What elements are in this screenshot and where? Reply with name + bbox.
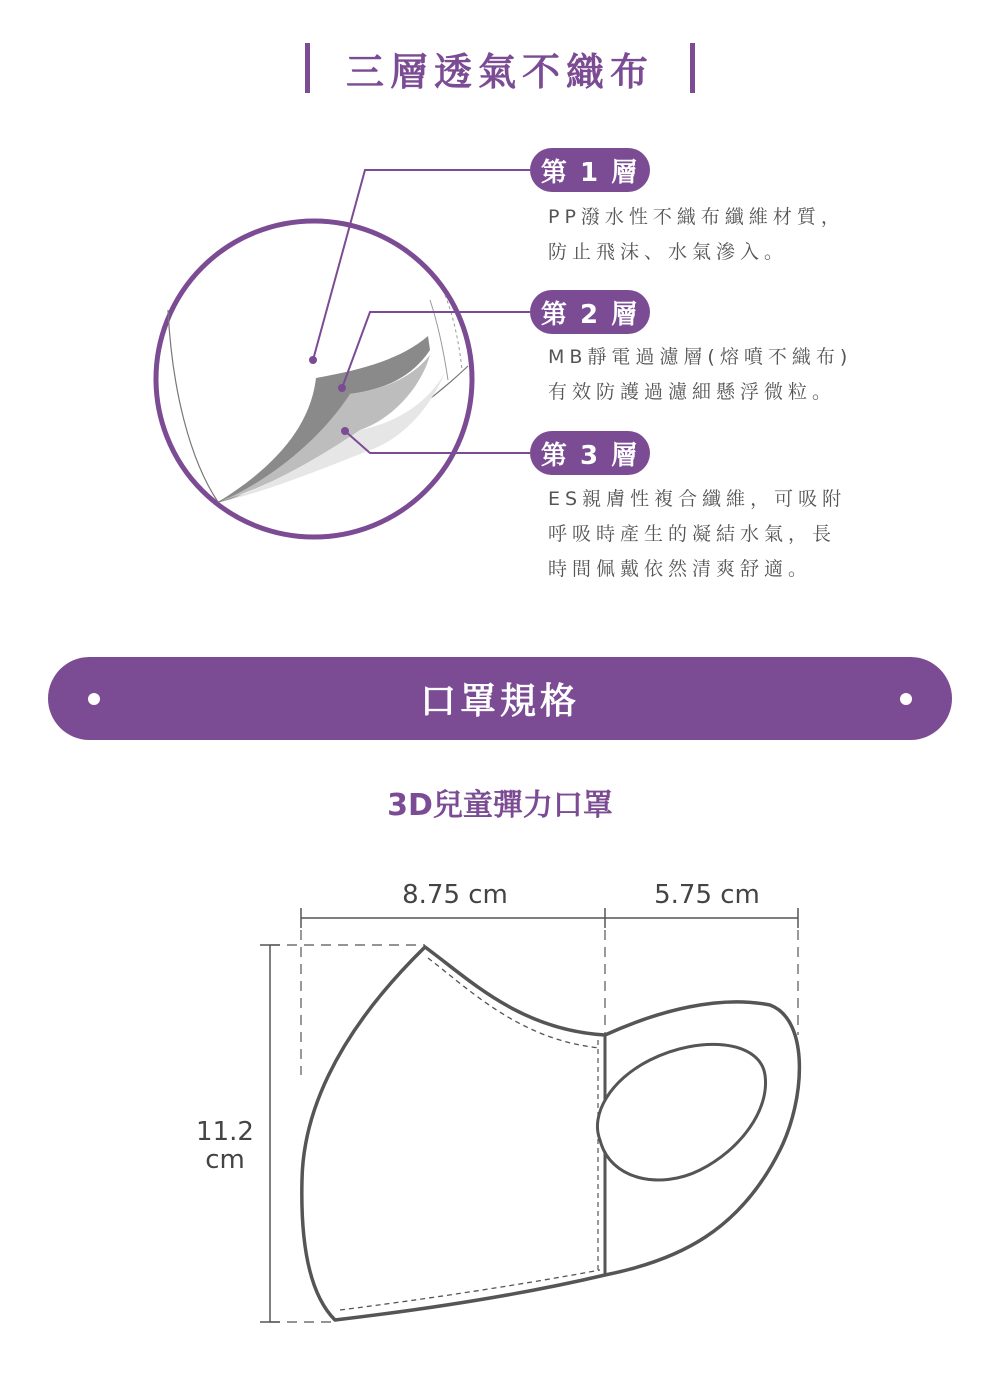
layer-2-description: [548, 340, 852, 410]
layer-3-line-3: 時間佩戴依然清爽舒適。: [548, 558, 813, 580]
banner-dot-left: [88, 693, 100, 705]
height-unit: cm: [205, 1145, 245, 1175]
layer-3-line-1: ES親膚性複合纖維，可吸附: [548, 488, 847, 510]
layer-3-label: 第 3 層: [530, 431, 650, 475]
mask-dimension-drawing: [0, 900, 1000, 1350]
section-title: [0, 38, 1000, 98]
layer-1-line-2: 防止飛沫、水氣滲入。: [548, 241, 789, 263]
zoom-circle: [156, 221, 472, 537]
title-bar-left: [305, 43, 310, 93]
layer-1-description: [548, 200, 845, 270]
layer-1-line-1: PP潑水性不織布纖維材質，: [548, 206, 845, 228]
layer-3-line-2: 呼吸時產生的凝結水氣，長: [548, 523, 837, 545]
height-value: 11.2: [196, 1117, 254, 1147]
layer-2-label: 第 2 層: [530, 290, 650, 334]
spec-banner: [48, 657, 952, 740]
spec-banner-title: 口罩規格: [419, 681, 580, 722]
width-front-label: 8.75 cm: [402, 880, 508, 910]
layer-2-line-2: 有效防護過濾細懸浮微粒。: [548, 381, 837, 403]
layer-3-description: [548, 482, 846, 587]
layer-2-line-1: MB靜電過濾層(熔噴不織布): [548, 346, 853, 368]
section-title-text: 三層透氣不織布: [345, 49, 654, 94]
width-side-label: 5.75 cm: [654, 880, 760, 910]
product-name: 3D兒童彈力口罩: [387, 788, 613, 823]
title-bar-right: [690, 43, 695, 93]
banner-dot-right: [900, 693, 912, 705]
layer-1-label: 第 1 層: [530, 148, 650, 192]
